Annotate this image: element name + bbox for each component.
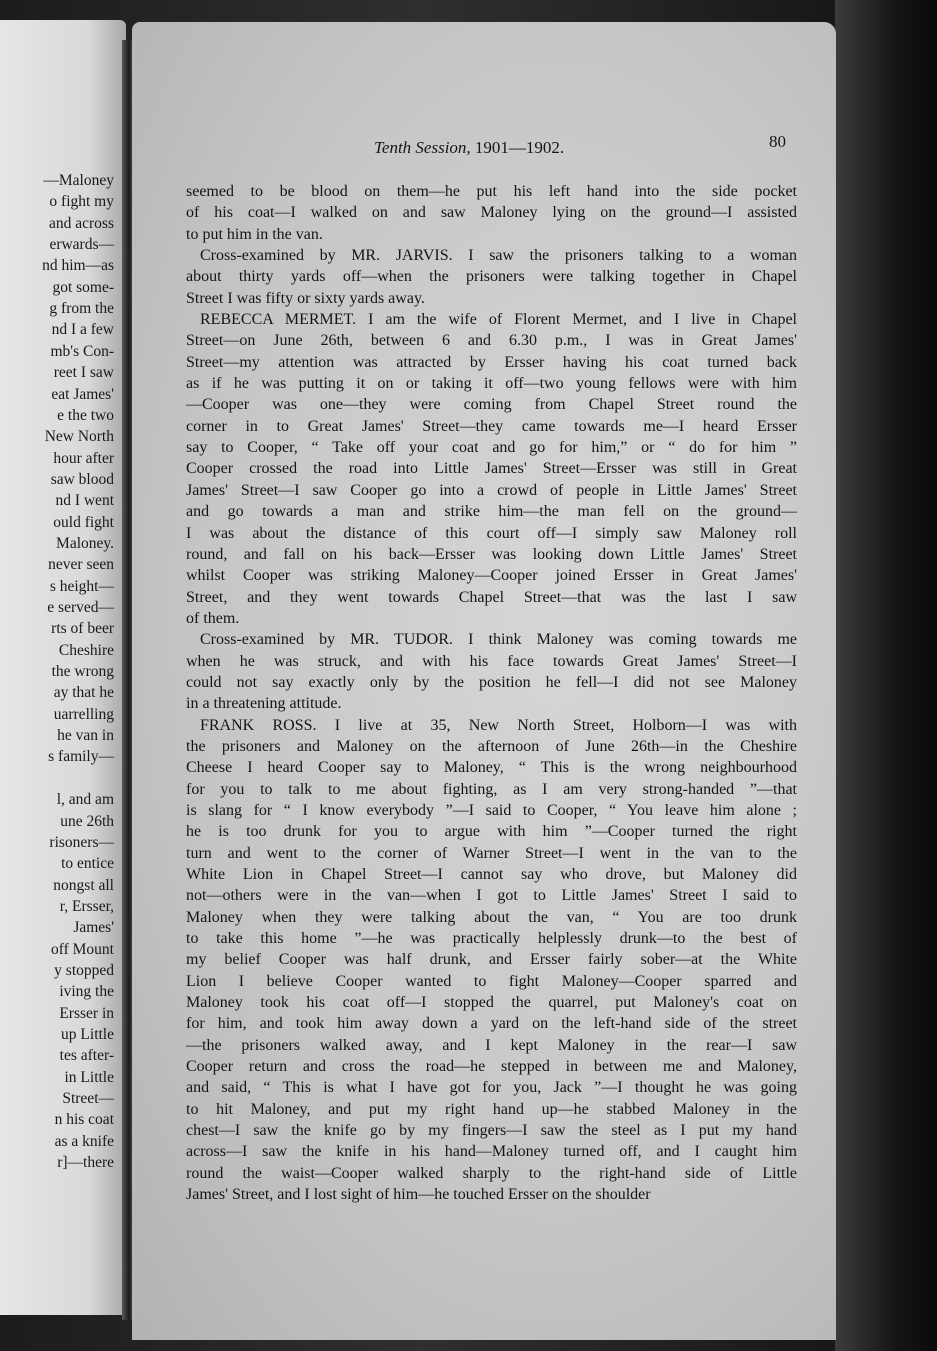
body-line: Maloney when they were talking about the van, “ You are too drunk	[186, 908, 797, 926]
previous-page-fragment	[0, 20, 126, 1315]
left-page-line: ould fight	[53, 513, 114, 531]
left-page-line: Street—	[62, 1090, 114, 1108]
body-line: could not say exactly only by the position he fell—I did not see Maloney	[186, 673, 797, 691]
body-line: —Cooper was one—they were coming from Chapel Street round the	[186, 396, 797, 414]
body-line: Lion I believe Cooper wanted to fight Maloney—Cooper sparred and	[186, 972, 797, 990]
body-line: is slang for “ I know everybody ”—I said to Cooper, “ You leave him alone ;	[186, 801, 797, 819]
body-line: for him, and took him away down a yard on the left-hand side of the street	[186, 1015, 797, 1033]
body-line: James' Street, and I lost sight of him—he touched Ersser on the shoulder	[186, 1186, 651, 1204]
left-page-line: up Little	[61, 1026, 114, 1043]
session-years: 1901—1902.	[474, 138, 565, 157]
body-line: he is too drunk for you to argue with him ”—Cooper turned the right	[186, 823, 797, 841]
left-page-line: s height—	[49, 577, 114, 595]
left-page-line: nd I a few	[51, 321, 114, 339]
left-page-line: got some-	[52, 278, 114, 296]
left-page-line: saw blood	[50, 470, 114, 488]
left-page-line: n his coat	[54, 1111, 114, 1129]
left-page-line: tes after-	[59, 1047, 114, 1065]
left-page-line: r, Ersser,	[59, 897, 114, 915]
left-page-line: erwards—	[49, 236, 114, 254]
left-page-line: une 26th	[60, 812, 114, 830]
page-number: 80	[769, 132, 786, 151]
left-page-line: reet I saw	[53, 364, 114, 382]
body-line: and go towards a man and strike him—the man fell on the ground—	[186, 503, 797, 521]
body-line: Cooper return and cross the road—he stepped in between me and Maloney,	[186, 1058, 797, 1076]
left-page-line: rts of beer	[51, 620, 114, 638]
body-line: Street, and they went towards Chapel Street—that was the last I saw	[186, 588, 797, 606]
session-label: Tenth Session,	[374, 138, 471, 157]
body-line: corner in to Great James' Street—they came towards me—I heard Ersser	[186, 417, 797, 435]
body-text	[186, 181, 797, 1206]
body-line: as if he was putting it on or taking it off—two young fellows were with him	[186, 375, 797, 393]
body-line: James' Street—I saw Cooper go into a crowd of people in Little James' Street	[186, 481, 797, 499]
left-page-line: iving the	[59, 983, 114, 1001]
body-line: of his coat—I walked on and saw Maloney lying on the ground—I assisted	[186, 204, 797, 222]
body-line: Maloney took his coat off—I stopped the quarrel, put Maloney's coat on	[186, 994, 797, 1012]
body-line: turn and went to the corner of Warner Street—I went in the van to the	[186, 844, 797, 862]
body-line: round, and fall on his back—Ersser was looking down Little James' Street	[186, 545, 797, 563]
body-line: in a threatening attitude.	[186, 695, 342, 713]
left-page-line: r]—there	[57, 1154, 114, 1172]
left-page-line: Cheshire	[58, 641, 114, 659]
left-page-line: nd I went	[55, 492, 114, 510]
body-line: round the waist—Cooper walked sharply to the right-hand side of Little	[186, 1164, 797, 1182]
left-page-line: off Mount	[50, 940, 114, 958]
body-line: Street—on June 26th, between 6 and 6.30 p.m., I was in Great James'	[186, 332, 797, 350]
body-line: to put him in the van.	[186, 225, 323, 243]
body-line: White Lion in Chapel Street—I cannot say who drove, but Maloney did	[186, 866, 797, 883]
body-line: the prisoners and Maloney on the afternoon of June 26th—in the Cheshire	[186, 737, 797, 755]
left-page-line: o fight my	[49, 193, 114, 211]
left-page-line: eat James'	[51, 385, 114, 403]
left-page-line: nd him—as	[42, 257, 114, 275]
left-page-line: nongst all	[53, 876, 114, 894]
left-page-line: the wrong	[51, 663, 114, 681]
body-line: Cross-examined by MR. TUDOR. I think Maloney was coming towards me	[200, 631, 797, 649]
left-page-line: l, and am	[56, 791, 114, 809]
left-page-line: ay that he	[53, 684, 114, 702]
body-line: Street—my attention was attracted by Ersser having his coat turned back	[186, 353, 797, 371]
body-line: Cooper crossed the road into Little James' Street—Ersser was still in Great	[186, 460, 797, 478]
body-line: chest—I saw the knife go by my fingers—I saw the steel as I put my hand	[186, 1122, 797, 1140]
body-line: say to Cooper, “ Take off your coat and go for him,” or “ do for him ”	[186, 439, 797, 457]
body-line: my belief Cooper was half drunk, and Ersser fairly sober—at the White	[186, 951, 797, 969]
body-line: FRANK ROSS. I live at 35, New North Street, Holborn—I was with	[200, 716, 797, 734]
left-page-line: Maloney.	[56, 534, 114, 552]
body-line: to take this home ”—he was practically helplessly drunk—to the best of	[186, 930, 797, 948]
left-page-line: mb's Con-	[50, 342, 114, 360]
body-line: Cheese I heard Cooper say to Maloney, “ This is the wrong neighbourhood	[186, 759, 797, 777]
body-line: of them.	[186, 609, 240, 627]
body-line: for you to talk to me about fighting, as I am very strong-handed ”—that	[186, 780, 797, 798]
left-page-line: he van in	[57, 727, 114, 745]
left-page-line: and across	[49, 214, 114, 232]
left-page-line: hour after	[53, 449, 114, 467]
left-page-line: James'	[73, 919, 114, 937]
body-line: whilst Cooper was striking Maloney—Cooper joined Ersser in Great James'	[186, 567, 797, 585]
left-page-line: in Little	[64, 1068, 114, 1086]
running-header	[374, 138, 564, 158]
left-page-line: e the two	[57, 406, 114, 424]
left-page-line: uarrelling	[53, 705, 114, 723]
body-line: Street I was fifty or sixty yards away.	[186, 289, 425, 307]
body-line: about thirty yards off—when the prisoners were talking together in Chapel	[186, 268, 797, 286]
body-line: Cross-examined by MR. JARVIS. I saw the prisoners talking to a woman	[200, 247, 797, 265]
body-line: I was about the distance of this court off—I simply saw Maloney roll	[186, 524, 797, 542]
body-line: across—I saw the knife in his hand—Maloney turned off, and I caught him	[186, 1143, 797, 1161]
body-line: seemed to be blood on them—he put his left hand into the side pocket	[186, 183, 797, 200]
scan-dark-edge	[835, 0, 937, 1351]
body-line: REBECCA MERMET. I am the wife of Florent Mermet, and I live in Chapel	[200, 311, 797, 329]
left-page-line: —Maloney	[43, 172, 114, 189]
left-page-line: risoners—	[49, 833, 114, 851]
body-line: and said, “ This is what I have got for you, Jack ”—I thought he was going	[186, 1079, 797, 1097]
body-line: when he was struck, and with his face towards Great James' Street—I	[186, 652, 797, 670]
left-page-line: e served—	[47, 599, 114, 616]
left-page-line: New North	[44, 428, 114, 446]
left-page-line: g from the	[49, 300, 114, 318]
left-page-line: y stopped	[54, 961, 114, 979]
body-line: to hit Maloney, and put my right hand up—he stabbed Maloney in the	[186, 1100, 797, 1118]
body-line: —the prisoners walked away, and I kept Maloney in the rear—I saw	[186, 1036, 797, 1054]
body-line: not—others were in the van—when I got to Little James' Street I said to	[186, 887, 797, 905]
left-page-line: Ersser in	[59, 1004, 114, 1022]
left-page-line: never seen	[48, 556, 114, 574]
left-page-line: to entice	[61, 855, 114, 873]
left-page-line: as a knife	[54, 1132, 114, 1150]
left-page-line: s family—	[48, 748, 114, 766]
